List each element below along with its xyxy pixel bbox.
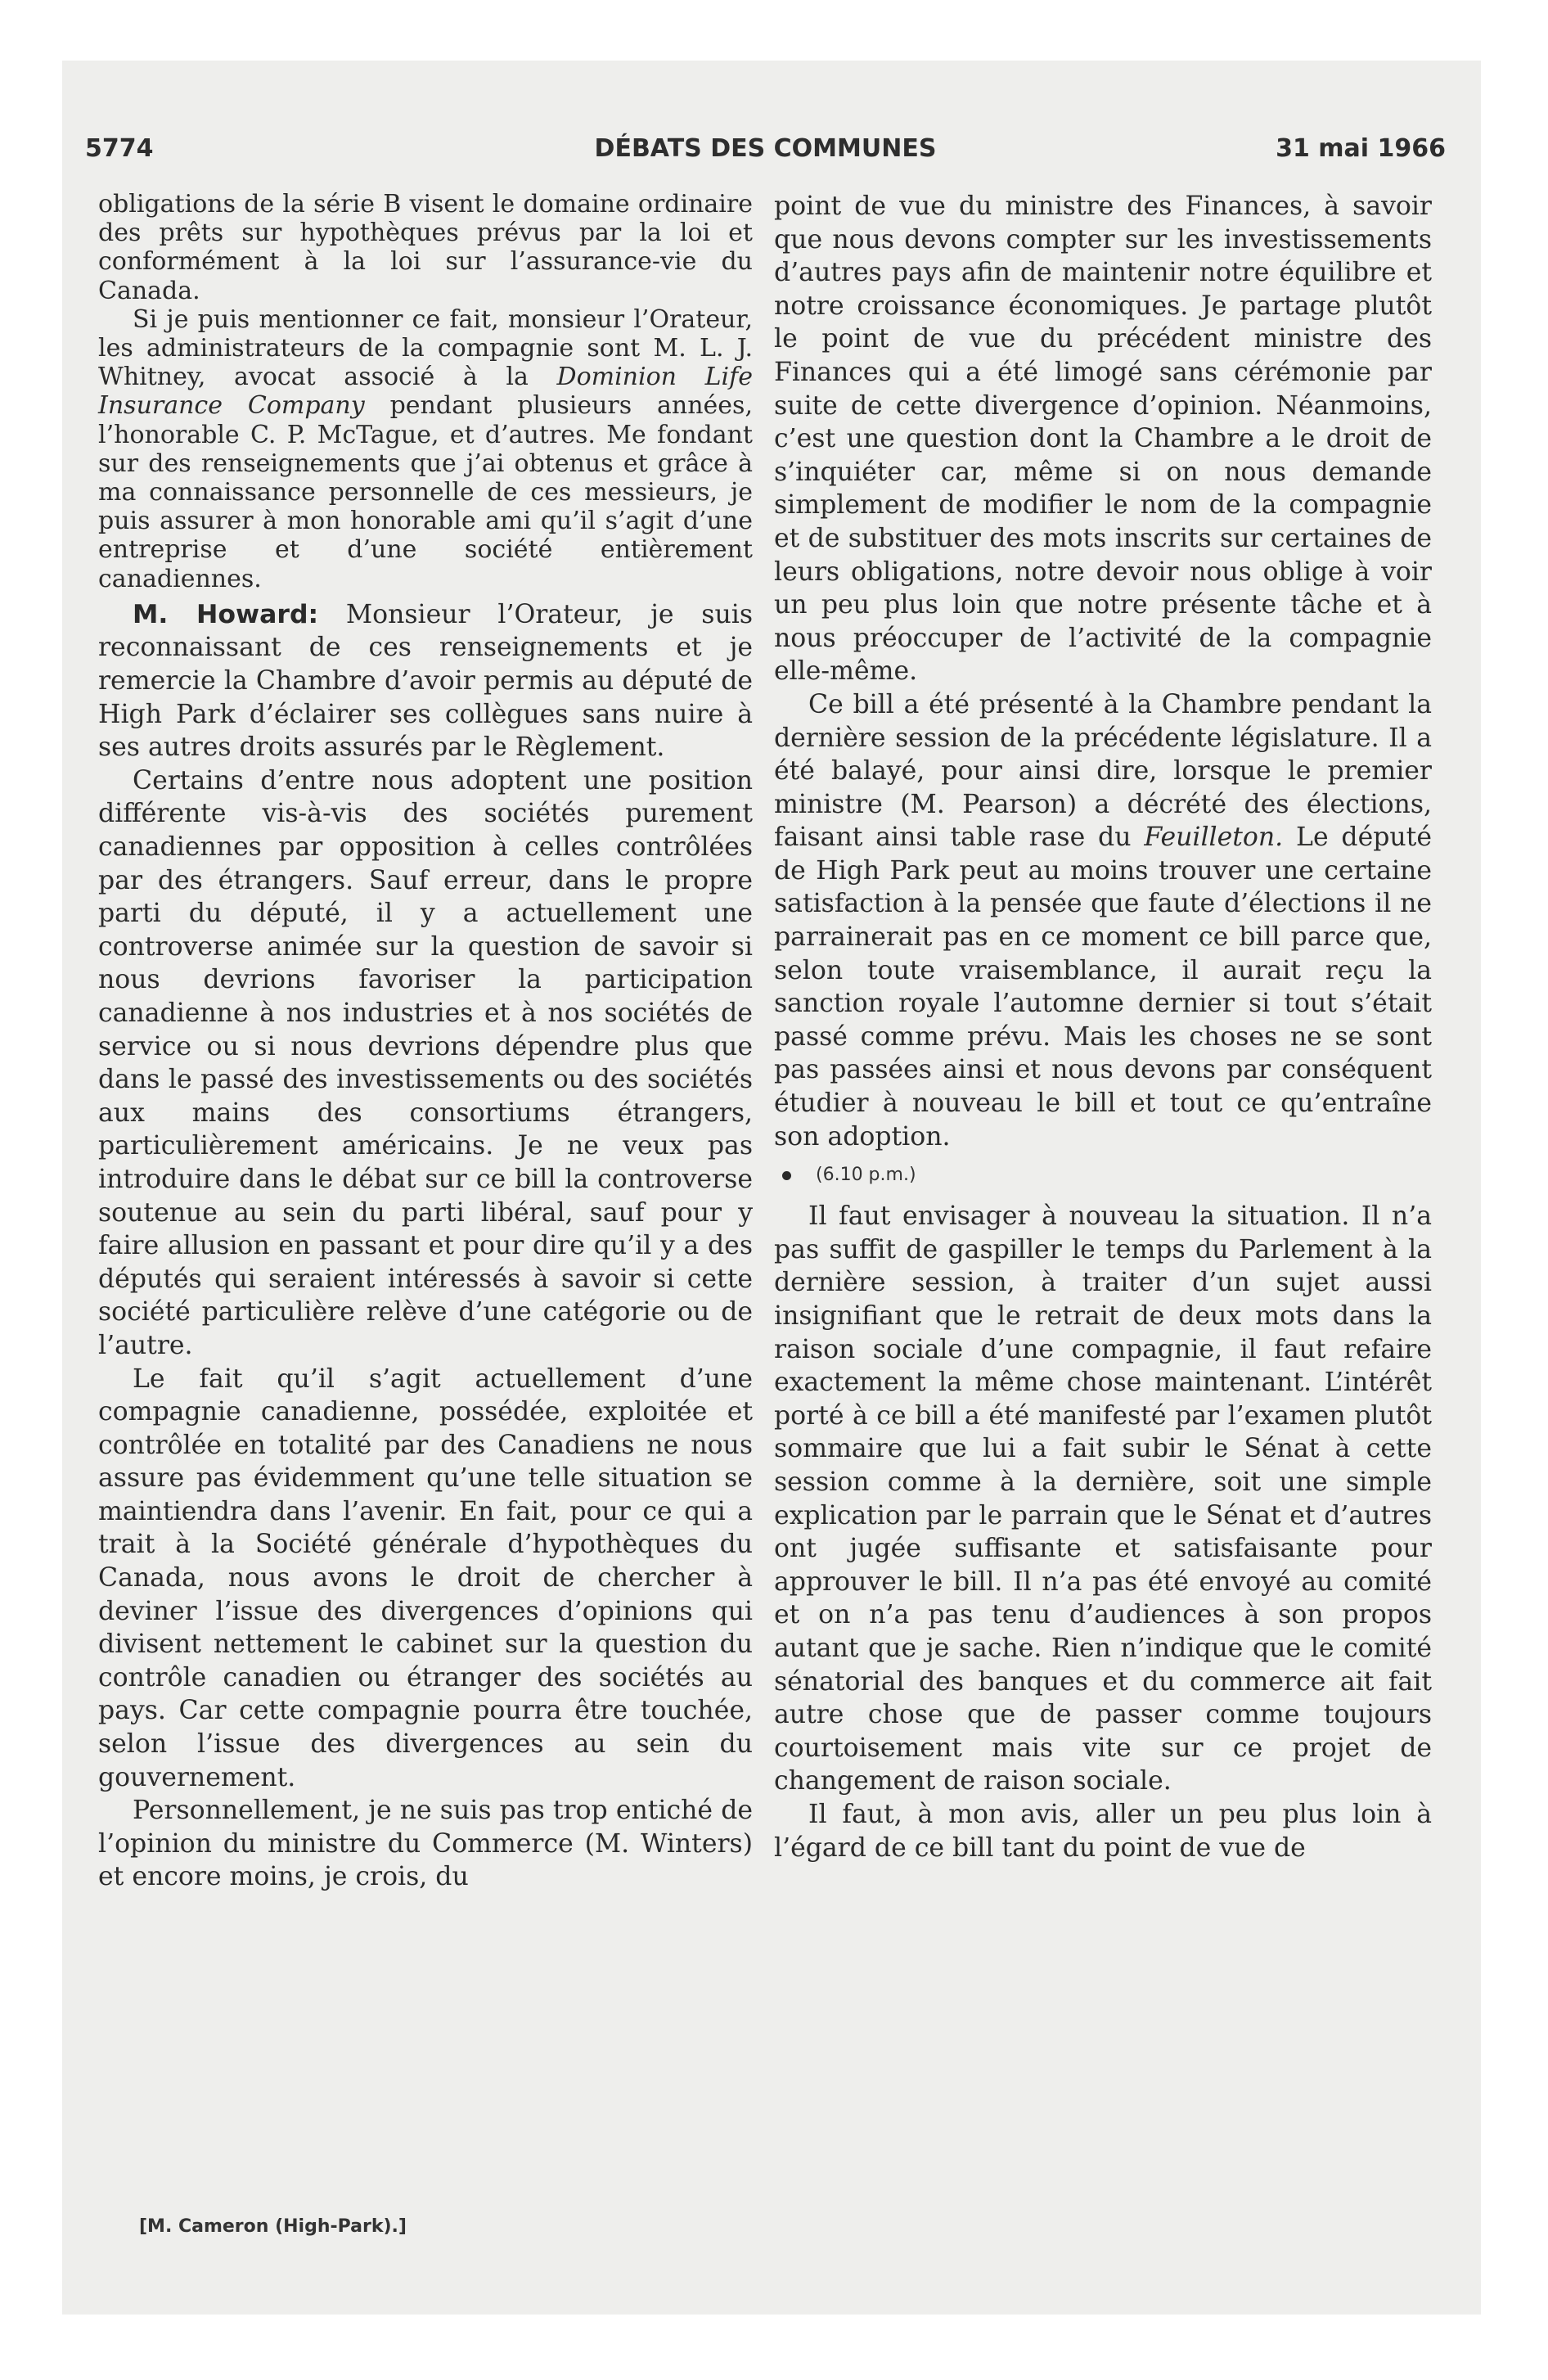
footer-speaker-reference — [139, 2216, 407, 2237]
footer-text: [M. Cameron (High-Park).] — [139, 2216, 407, 2237]
paragraph: Le fait qu’il s’agit actuellement d’une compagnie canadienne, possédée, exploitée et contrôlée en totalité par des Canadiens ne nous assure pas évidemment qu’une telle situation se maintiendra dans l’avenir. En fait, pour ce qui a trait à la Société générale d’hypothèques du Canada, nous avons le droit de chercher à deviner l’issue des divergences d’opinions qui divisent nettement le cabinet sur la question du contrôle canadien ou étranger des sociétés au pays. Car cette compagnie pourra être touchée, selon l’issue des divergences au sein du gouvernement. — [98, 1364, 753, 1792]
page-date: 31 mai 1966 — [1276, 134, 1446, 163]
time-marker — [782, 1165, 1432, 1185]
time-marker-text: (6.10 p.m.) — [816, 1165, 916, 1186]
paragraph: Certains d’entre nous adoptent une position différente vis-à-vis des sociétés purement canadiennes par opposition à celles contrôlées par des étrangers. Sauf erreur, dans le propre parti du député, il y a actuellement une controverse animée sur la question de savoir si nous devrions favoriser la participation canadienne à nos industries et à nos sociétés de service ou si nous devrions dépendre plus que dans le passé des investissements ou des sociétés aux mains des consortiums étrangers, particulièrement américains. Je ne veux pas introduire dans le débat sur ce bill la controverse soutenue au sein du parti libéral, sauf pour y faire allusion en passant et pour dire qu’il y a des députés qui seraient intéressés à savoir si cette société particulière relève d’une catégorie ou de l’autre. — [98, 765, 753, 1360]
page-title: DÉBATS DES COMMUNES — [594, 134, 937, 163]
paragraph: Il faut envisager à nouveau la situation. Il n’a pas suffit de gaspiller le temps du Parlement à la dernière session, à traiter d’un sujet aussi insignifiant que le retrait de deux mots dans la raison sociale d’une compagnie, il faut refaire exactement la même chose maintenant. L’intérêt porté à ce bill a été manifesté par l’examen plutôt sommaire que lui a fait subir le Sénat à cette session comme à la dernière, soit une simple explication par le parrain que le Sénat et d’autres ont jugée suffisante et satisfaisante pour approuver le bill. Il n’a pas été envoyé au comité et on n’a pas tenu d’audiences à son propos autant que je sache. Rien n’indique que le comité sénatorial des banques et du commerce ait fait autre chose que de passer comme toujours courtoisement mais vite sur ce projet de changement de raison sociale. — [774, 1201, 1432, 1796]
page-header — [85, 129, 1446, 169]
paragraph — [98, 598, 753, 764]
left-column — [98, 190, 753, 1894]
company-name: Dominion Life Insurance Company — [98, 363, 753, 421]
paragraph-text: Ce bill a été présenté à la Chambre pendant la dernière session de la précédente législature. Il a été balayé, pour ainsi dire, lorsque le premier ministre (M. Pearson) a décrété des élections, faisant ainsi table rase du — [774, 689, 1432, 853]
speaker-name: M. Howard: — [133, 599, 319, 629]
paragraph-text: Monsieur l’Orateur, je suis reconnaissant de ces renseignements et je remercie la Chambre d’avoir permis au député de High Park d’éclairer ses collègues sans nuire à ses autres droits assurés par le Règlement. — [98, 599, 753, 763]
paragraph: Personnellement, je ne suis pas trop entiché de l’opinion du ministre du Commerce (M. Winters) et encore moins, je crois, du — [98, 1796, 753, 1892]
paragraph — [98, 305, 753, 593]
paragraph: Il faut, à mon avis, aller un peu plus loin à l’égard de ce bill tant du point de vue de — [774, 1799, 1432, 1863]
bullet-icon — [782, 1171, 791, 1180]
paragraph: obligations de la série B visent le domaine ordinaire des prêts sur hypothèques prévus par la loi et conformément à la loi sur l’assurance-vie du Canada. — [98, 190, 753, 305]
paragraph — [774, 688, 1432, 1153]
paragraph-text: pendant plusieurs années, l’honorable C. P. McTague, et d’autres. Me fondant sur des renseignements que j’ai obtenus et grâce à ma connaissance personnelle de ces messieurs, je puis assurer à mon honorable ami qu’il s’agit d’une entreprise et d’une société entièrement canadiennes. — [98, 391, 753, 593]
feuilleton-word: Feuilleton. — [1144, 823, 1284, 853]
paragraph-text: Si je puis mentionner ce fait, monsieur l’Orateur, les administrateurs de la compagnie sont M. L. J. Whitney, avocat associé à la — [98, 304, 753, 392]
right-column — [774, 190, 1432, 1864]
page-number: 5774 — [85, 134, 154, 163]
paragraph: point de vue du ministre des Finances, à savoir que nous devons compter sur les investissements d’autres pays afin de maintenir notre équilibre et notre croissance économiques. Je partage plutôt le point de vue du précédent ministre des Finances qui a été limogé sans cérémonie par suite de cette divergence d’opinion. Néanmoins, c’est une question dont la Chambre a le droit de s’inquiéter car, même si on nous demande simplement de modifier le nom de la compagnie et de substituer des mots inscrits sur certaines de leurs obligations, notre devoir nous oblige à voir un peu plus loin que notre présente tâche et à nous préoccuper de l’activité de la compagnie elle-même. — [774, 192, 1432, 687]
paragraph-text: Le député de High Park peut au moins trouver une certaine satisfaction à la pensée que faute d’élections il ne parrainerait pas en ce moment ce bill parce que, selon toute vraisemblance, il aurait reçu la sanction royale l’automne dernier si tout s’était passé comme prévu. Mais les choses ne se sont pas passées ainsi et nous devons par conséquent étudier à nouveau le bill et tout ce qu’entraîne son adoption. — [774, 823, 1432, 1152]
